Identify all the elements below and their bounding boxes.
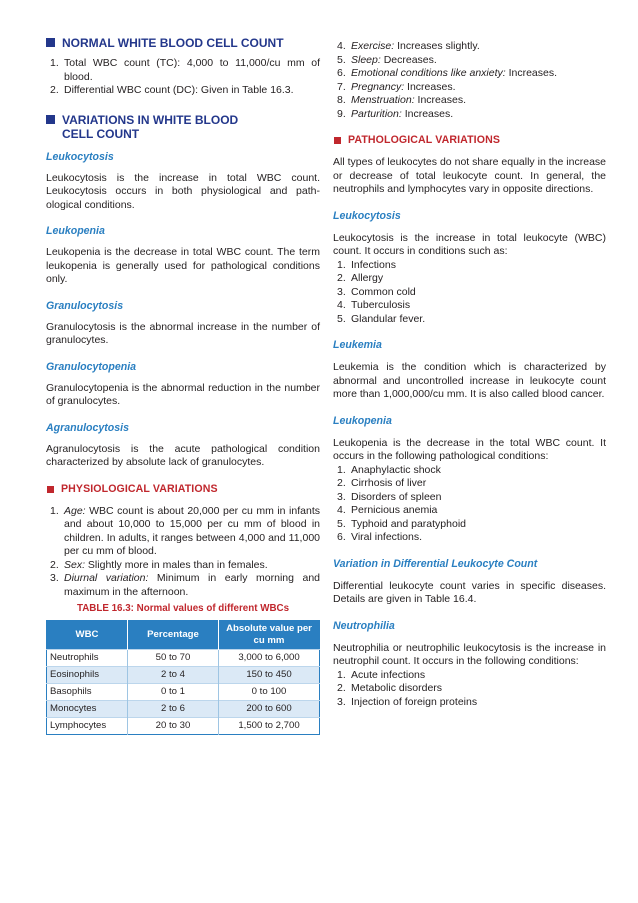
- list-item: 5. Typhoid and paratyphoid: [337, 517, 467, 530]
- square-bullet-icon: [334, 137, 341, 144]
- list-item: 2. Sex: Slightly more in males than in females.: [50, 558, 268, 571]
- list-item: 9. Parturition: Increases.: [337, 107, 454, 120]
- table-cell: Eosinophils: [47, 667, 128, 684]
- table-cell: 1,500 to 2,700: [219, 718, 320, 735]
- pathological-text: All types of leukocytes do not share equally in the increase or decrease of total leukocyte count. In general, the neutrophils and lymphocytes vary in opposite directions.: [333, 156, 606, 195]
- normal-count-list: [46, 57, 320, 98]
- list-item: 4. Pernicious anemia: [337, 504, 438, 516]
- table-cell: Lymphocytes: [47, 718, 128, 735]
- neutrophilia-title: Neutrophilia: [333, 619, 395, 632]
- square-bullet-icon: [46, 115, 55, 124]
- list-item: 2. Differential WBC count (DC): Given in Table 16.3.: [50, 84, 294, 96]
- table-cell: 150 to 450: [219, 667, 320, 684]
- left-column: [46, 36, 320, 735]
- table-cell: 0 to 1: [128, 684, 219, 701]
- granulocytopenia-text: Granulocytopenia is the abnormal reduction in the number of granulocytes.: [46, 381, 320, 407]
- list-item: 3. Injection of foreign proteins: [337, 695, 478, 708]
- list-item: 1. Total WBC count (TC): 4,000 to 11,000/cu mm of blood.: [50, 57, 320, 83]
- table-row: [47, 684, 320, 701]
- granulocytosis-text: Granulocytosis is the abnormal increase in the number of granulocytes.: [46, 320, 320, 346]
- list-item: 2. Cirrhosis of liver: [337, 477, 427, 489]
- variations-heading: VARIATIONS IN WHITE BLOOD CELL COUNT: [46, 113, 320, 141]
- leukocytosis-text: Leukocytosis is the increase in total leukocyte (WBC) count. It occurs in conditions such as:: [333, 231, 606, 257]
- column-header: Percentage: [128, 621, 219, 650]
- neutrophilia-text: Neutrophilia or neutrophilic leukocytosis is the increase in neutrophil count. It occurs in the following conditions:: [333, 641, 606, 667]
- list-item: 6. Emotional conditions like anxiety: Increases.: [337, 67, 558, 79]
- leukocytosis-list: [333, 259, 606, 327]
- list-item: 1. Anaphylactic shock: [337, 463, 441, 476]
- physiological-heading: PHYSIOLOGICAL VARIATIONS: [46, 483, 320, 496]
- leukocytosis-title: Leukocytosis: [46, 150, 114, 163]
- neutrophilia-list: [333, 669, 606, 710]
- table-cell: 200 to 600: [219, 701, 320, 718]
- list-item: 7. Pregnancy: Increases.: [337, 80, 456, 93]
- table-cell: 50 to 70: [128, 650, 219, 667]
- granulocytosis-title: Granulocytosis: [46, 299, 124, 312]
- table-cell: 0 to 100: [219, 684, 320, 701]
- leukopenia-title: Leukopenia: [333, 414, 392, 427]
- leukemia-title: Leukemia: [333, 339, 382, 351]
- list-item: 1. Acute infections: [337, 668, 426, 681]
- table-cell: Basophils: [47, 684, 128, 701]
- list-item: 8. Menstruation: Increases.: [337, 94, 466, 106]
- list-item: 3. Common cold: [337, 285, 416, 298]
- table-header-row: [47, 621, 320, 650]
- agranulocytosis-title: Agranulocytosis: [46, 421, 130, 434]
- normal-count-heading: NORMAL WHITE BLOOD CELL COUNT: [46, 36, 320, 50]
- granulocytopenia-title: Granulocytopenia: [46, 360, 137, 373]
- table-caption: TABLE 16.3: Normal values of different WBCs: [76, 603, 290, 614]
- physiological-list: [46, 505, 320, 600]
- list-item: 4. Tuberculosis: [337, 299, 411, 311]
- table-row: [47, 650, 320, 667]
- leukocytosis-text: Leukocytosis is the increase in total WBC count. Leukocytosis occurs in both physiological and path-ological conditions.: [46, 171, 320, 211]
- leukopenia-text: Leukopenia is the decrease in the total WBC count. It occurs in the following pathological conditions:: [333, 436, 606, 462]
- list-item: 5. Glandular fever.: [337, 312, 426, 325]
- physiological-list-continued: [333, 40, 606, 121]
- pathological-heading: PATHOLOGICAL VARIATIONS: [333, 134, 606, 147]
- wbc-values-table: [46, 620, 320, 735]
- list-item: 1. Infections: [337, 258, 396, 271]
- list-item: 2. Allergy: [337, 272, 384, 284]
- square-bullet-icon: [47, 486, 54, 493]
- differential-text: Differential leukocyte count varies in specific diseases. Details are given in Table 16.4.: [333, 579, 606, 605]
- square-bullet-icon: [46, 38, 55, 47]
- table-cell: 2 to 4: [128, 667, 219, 684]
- table-cell: 20 to 30: [128, 718, 219, 735]
- table-cell: Neutrophils: [47, 650, 128, 667]
- table-row: [47, 667, 320, 684]
- table-row: [47, 718, 320, 735]
- column-header: WBC: [47, 621, 128, 650]
- leukopenia-title: Leukopenia: [46, 225, 105, 237]
- list-item: 5. Sleep: Decreases.: [337, 53, 437, 66]
- table-cell: Monocytes: [47, 701, 128, 718]
- list-item: 6. Viral infections.: [337, 531, 423, 543]
- differential-title: Variation in Differential Leukocyte Count: [333, 557, 538, 570]
- list-item: 1. Age: WBC count is about 20,000 per cu mm in infants and about 10,000 to 15,000 per cu mm of blood in children. In adults, it ranges between 4,000 and 11,000 per cu mm of blood.: [50, 504, 320, 557]
- table-row: [47, 701, 320, 718]
- column-header: Absolute value per cu mm: [219, 621, 320, 650]
- leukopenia-list: [333, 464, 606, 545]
- agranulocytosis-text: Agranulocytosis is the acute pathological condition characterized by absolute lack of granulocytes.: [46, 442, 320, 468]
- list-item: 2. Metabolic disorders: [337, 682, 443, 694]
- list-item: 4. Exercise: Increases slightly.: [337, 40, 480, 52]
- table-cell: 2 to 6: [128, 701, 219, 718]
- list-item: 3. Diurnal variation: Minimum in early morning and maximum in the afternoon.: [50, 572, 320, 598]
- list-item: 3. Disorders of spleen: [337, 490, 442, 503]
- leukocytosis-title: Leukocytosis: [333, 209, 401, 222]
- leukemia-text: Leukemia is the condition which is characterized by abnormal and uncontrolled increase in leukocyte count more than 1,000,000/cu mm. It is also called blood cancer.: [333, 361, 606, 400]
- leukopenia-text: Leukopenia is the decrease in total WBC count. The term leukopenia is generally used for pathological conditions only.: [46, 246, 320, 285]
- right-column: [333, 40, 606, 709]
- table-cell: 3,000 to 6,000: [219, 650, 320, 667]
